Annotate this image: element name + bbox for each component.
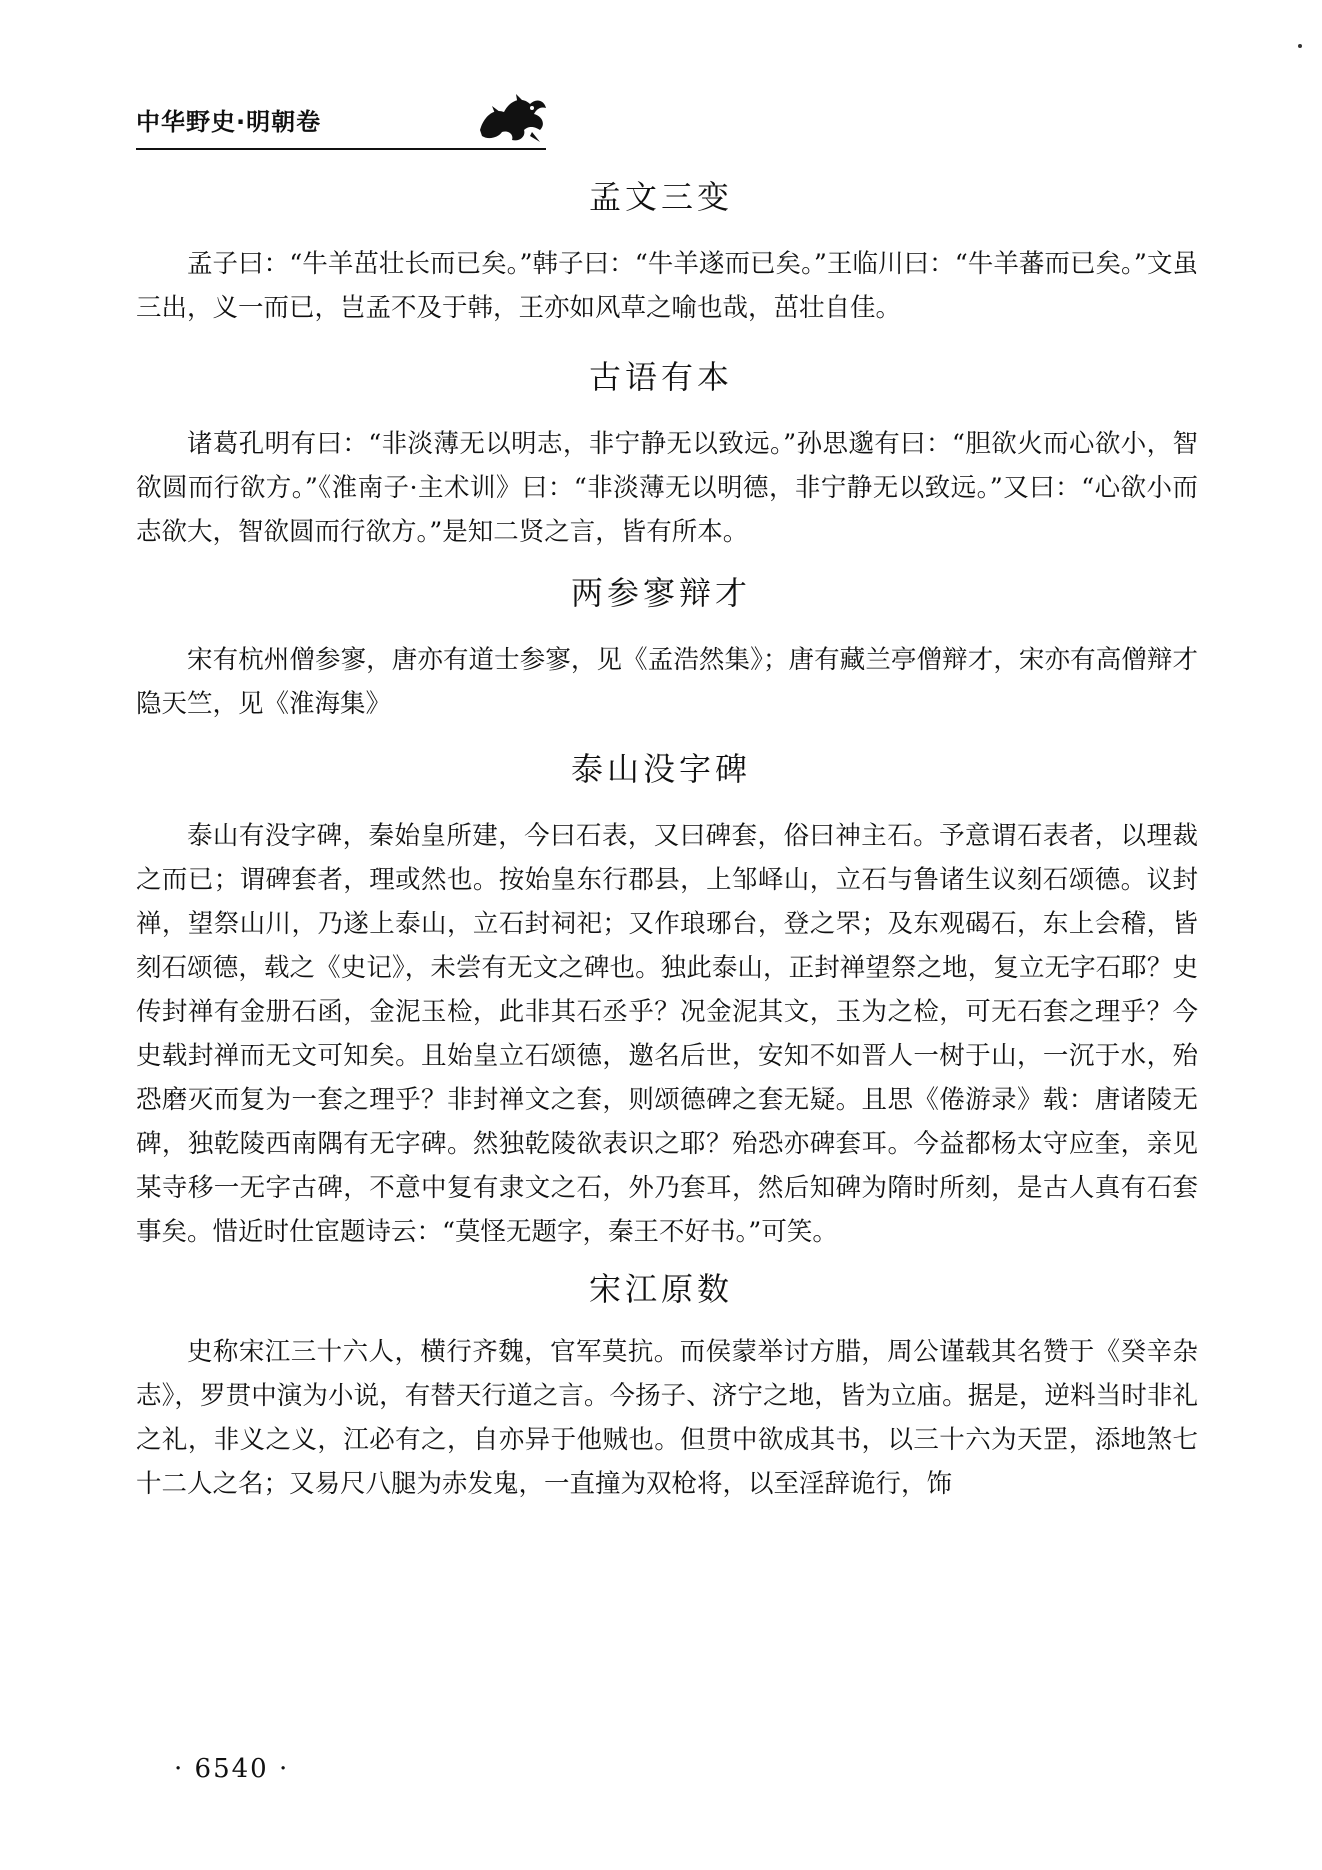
section-title: 泰山没字碑 xyxy=(570,750,751,788)
section-paragraph: 孟子曰：“牛羊茁壮长而已矣。”韩子曰：“牛羊遂而已矣。”王临川曰：“牛羊蕃而已矣。”文虽三出，义一而已，岂孟不及于韩，王亦如风草之喻也哉，茁壮自佳。 xyxy=(136,249,1198,323)
section-paragraph: 宋有杭州僧参寥，唐亦有道士参寥，见《孟浩然集》；唐有藏兰亭僧辩才，宋亦有高僧辩才隐天竺，见《淮海集》 xyxy=(136,645,1198,719)
section-title: 两参寥辩才 xyxy=(570,574,751,612)
section-title: 宋江原数 xyxy=(588,1270,733,1308)
section-paragraph: 泰山有没字碑，秦始皇所建，今曰石表，又曰碑套，俗曰神主石。予意谓石表者，以理裁之而已；谓碑套者，理或然也。按始皇东行郡县，上邹峄山，立石与鲁诸生议刻石颂德。议封禅，望祭山川，乃遂上泰山，立石封祠祀；又作琅琊台，登之罘；及东观碣石，东上会稽，皆刻石颂德，载之《史记》，未尝有无文之碑也。独此泰山，正封禅望祭之地，复立无字石耶？史传封禅有金册石函，金泥玉检，此非其石丞乎？况金泥其文，玉为之检，可无石套之理乎？今史载封禅而无文可知矣。且始皇立石颂德，邀名后世，安知不如晋人一树于山，一沉于水，殆恐磨灭而复为一套之理乎？非封禅文之套，则颂德碑之套无疑。且思《倦游录》载：唐诸陵无碑，独乾陵西南隅有无字碑。然独乾陵欲表识之耶？殆恐亦碑套耳。今益都杨太守应奎，亲见某寺移一无字古碑，不意中复有隶文之石，外乃套耳，然后知碑为隋时所刻，是古人真有石套事矣。惜近时仕宦题诗云：“莫怪无题字，秦王不好书。”可笑。 xyxy=(136,821,1198,1247)
book-title: 中华野史·明朝卷 xyxy=(136,108,322,136)
scan-speck xyxy=(1298,44,1302,48)
section-title: 古语有本 xyxy=(588,358,733,396)
dragon-emblem-icon xyxy=(474,86,552,146)
running-header xyxy=(136,96,546,150)
page-number: · 6540 · xyxy=(174,1754,290,1784)
section-paragraph: 诸葛孔明有曰：“非淡薄无以明志，非宁静无以致远。”孙思邈有曰：“胆欲火而心欲小，智欲圆而行欲方。”《淮南子·主术训》曰：“非淡薄无以明德，非宁静无以致远。”又曰：“心欲小而志欲大，智欲圆而行欲方。”是知二贤之言，皆有所本。 xyxy=(136,429,1198,547)
section-paragraph: 史称宋江三十六人，横行齐魏，官军莫抗。而侯蒙举讨方腊，周公谨载其名赞于《癸辛杂志》，罗贯中演为小说，有替天行道之言。今扬子、济宁之地，皆为立庙。据是，逆料当时非礼之礼，非义之义，江必有之，自亦异于他贼也。但贯中欲成其书，以三十六为天罡，添地煞七十二人之名；又易尺八腿为赤发鬼，一直撞为双枪将，以至淫辞诡行，饰 xyxy=(136,1337,1198,1499)
section-title: 孟文三变 xyxy=(588,178,733,216)
